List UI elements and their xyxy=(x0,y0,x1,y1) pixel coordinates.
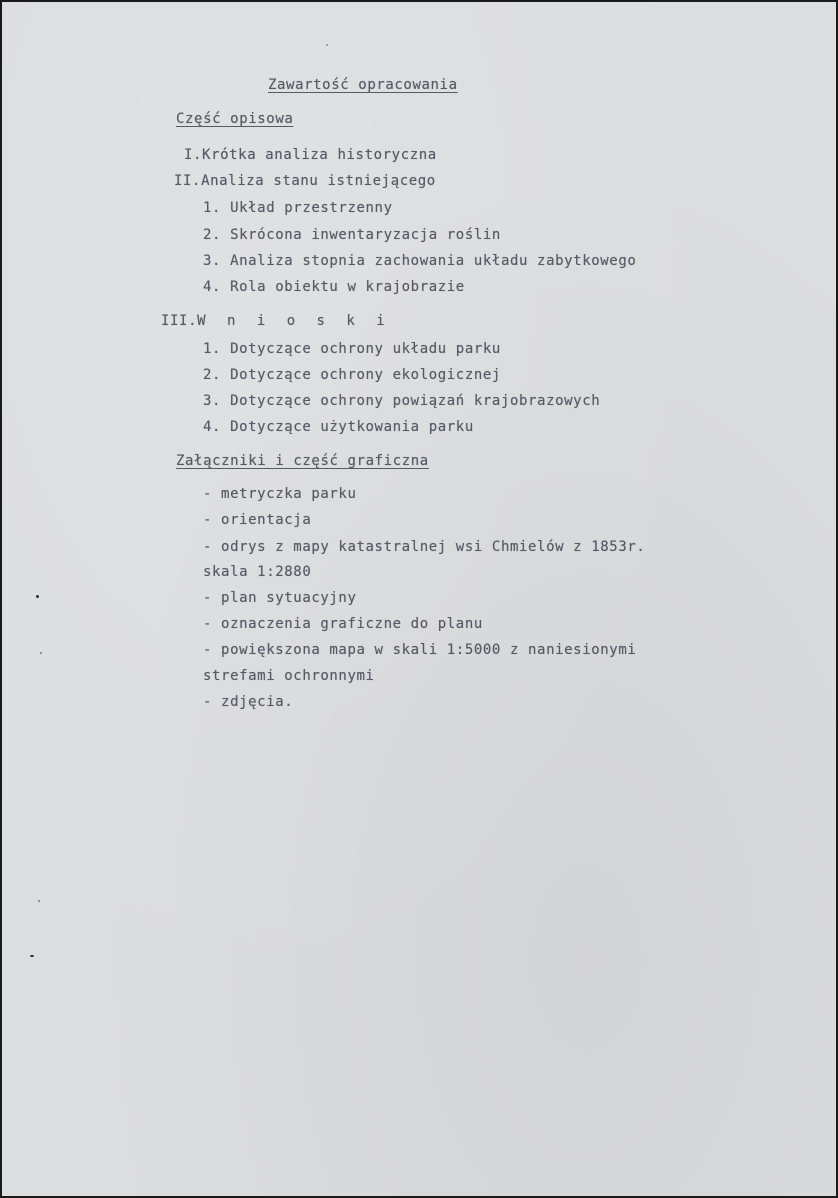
attachment-orientation: - orientacja xyxy=(203,512,312,528)
paper-speck xyxy=(30,955,34,957)
attachment-enlarged-map: - powiększona mapa w skali 1:5000 z naniesionymi xyxy=(203,642,637,658)
section-heading-descriptive: Część opisowa xyxy=(176,111,294,127)
conclusion-landscape-links: 3. Dotyczące ochrony powiązań krajobrazowych xyxy=(203,393,601,409)
conclusions-heading xyxy=(161,312,391,330)
subitem-plant-inventory: 2. Skrócona inwentaryzacja roślin xyxy=(203,227,501,243)
attachment-plan-legend: - oznaczenia graficzne do planu xyxy=(203,616,483,632)
conclusion-ecological: 2. Dotyczące ochrony ekologicznej xyxy=(203,367,501,383)
attachment-park-record: - metryczka parku xyxy=(203,486,357,502)
attachment-photos: - zdjęcia. xyxy=(203,694,294,710)
attachment-cadastral-map: - odrys z mapy katastralnej wsi Chmielów z 1853r. xyxy=(203,539,646,555)
section-heading-attachments: Załączniki i część graficzna xyxy=(176,453,429,469)
paper-speck xyxy=(40,652,42,654)
document-title: Zawartość opracowania xyxy=(268,77,458,93)
conclusion-park-use: 4. Dotyczące użytkowania parku xyxy=(203,419,474,435)
attachment-enlarged-map-cont: strefami ochronnymi xyxy=(203,668,375,684)
conclusions-prefix: III. xyxy=(161,313,198,329)
conclusion-park-layout: 1. Dotyczące ochrony układu parku xyxy=(203,341,501,357)
attachment-site-plan: - plan sytuacyjny xyxy=(203,590,357,606)
paper-speck xyxy=(36,595,39,598)
item-historical-analysis: I.Krótka analiza historyczna xyxy=(184,147,437,163)
item-existing-state-analysis: II.Analiza stanu istniejącego xyxy=(174,173,436,189)
subitem-spatial-layout: 1. Układ przestrzenny xyxy=(203,200,393,216)
conclusions-word: W n i o s k i xyxy=(197,313,392,329)
subitem-landscape-role: 4. Rola obiektu w krajobrazie xyxy=(203,279,465,295)
subitem-preservation-analysis: 3. Analiza stopnia zachowania układu zabytkowego xyxy=(203,253,637,269)
attachment-cadastral-scale: skala 1:2880 xyxy=(203,564,312,580)
paper-speck xyxy=(38,900,40,902)
paper-speck xyxy=(326,44,328,46)
